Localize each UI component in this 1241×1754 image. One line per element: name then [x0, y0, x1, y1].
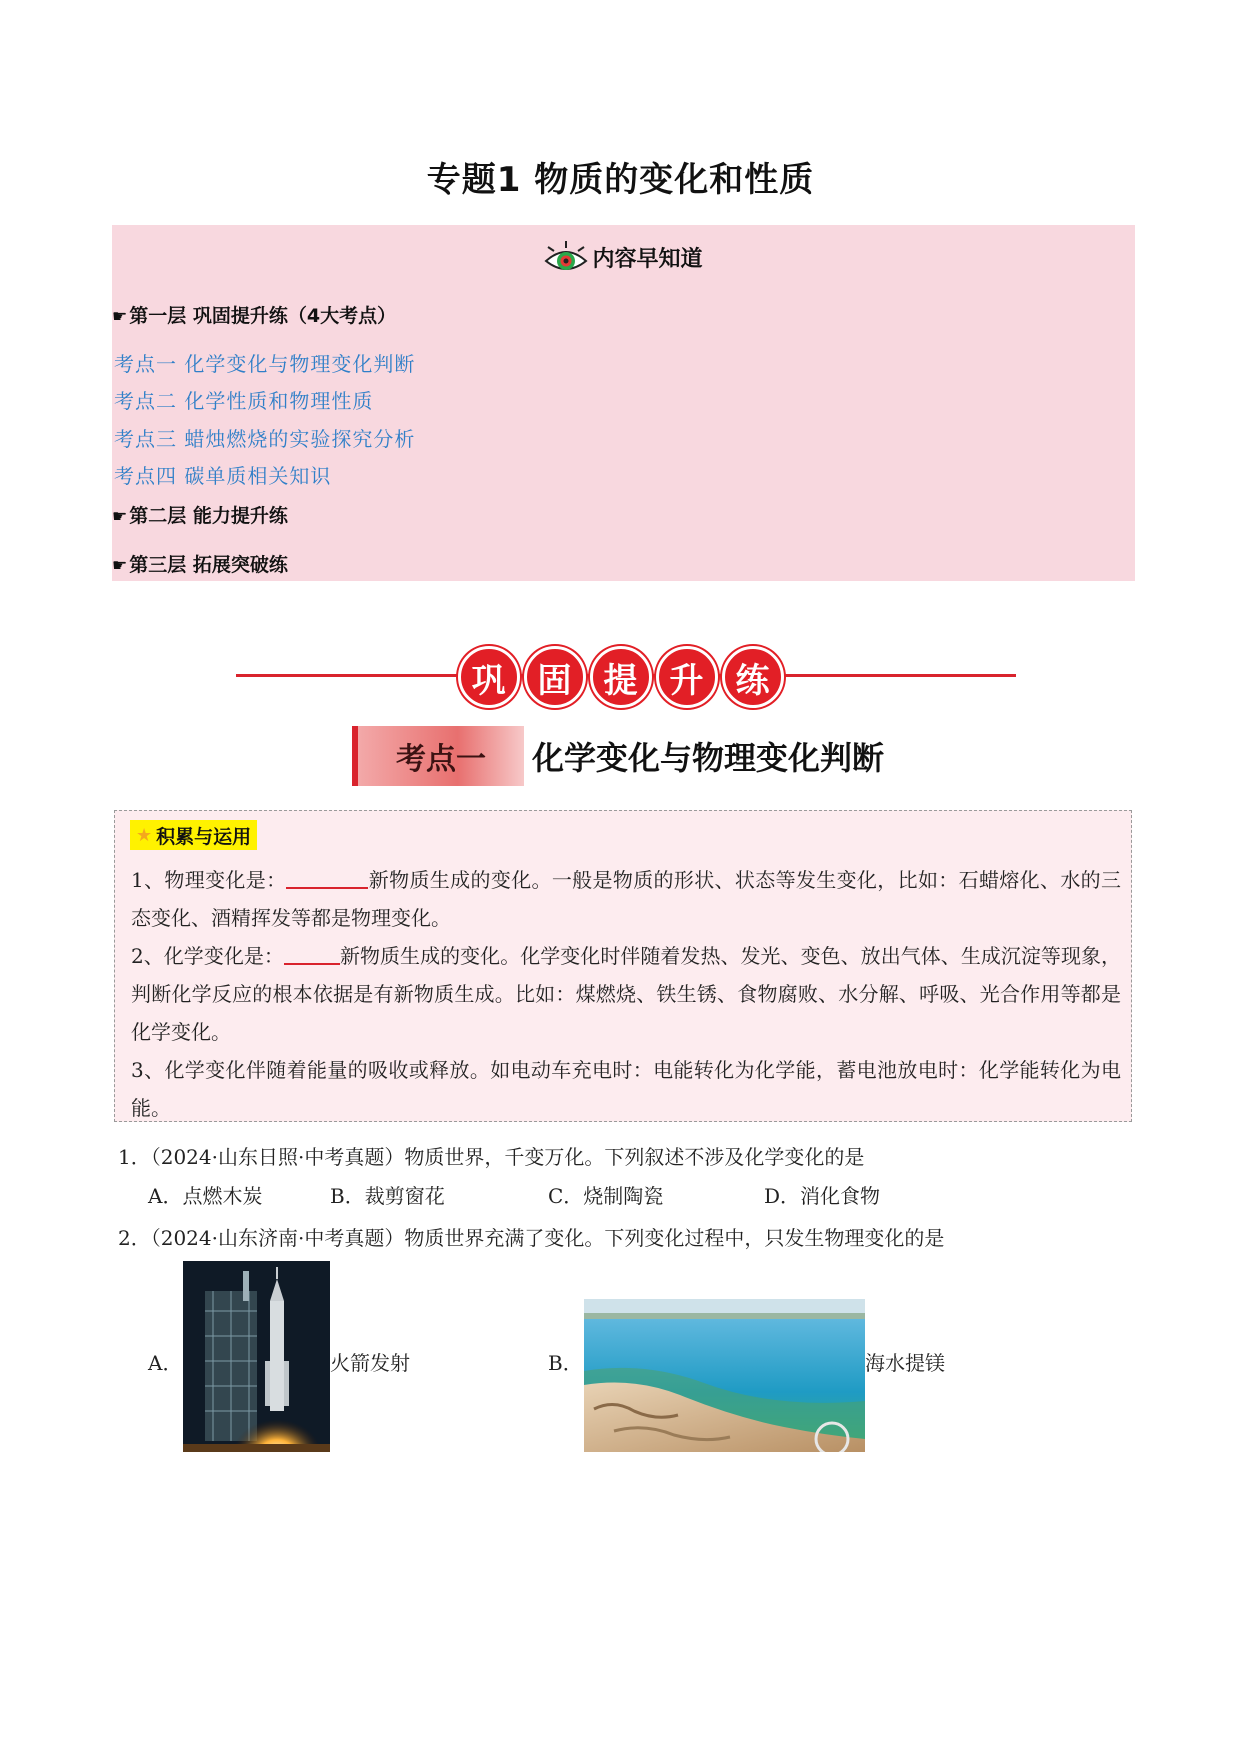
toc-kaodian-4[interactable]: 考点四 碳单质相关知识 — [114, 464, 332, 488]
knowledge-p3: 3、化学变化伴随着能量的吸收或释放。如电动车充电时：电能转化为化学能，蓄电池放电时：化学能转化为电能。 — [131, 1058, 1121, 1120]
pointing-hand-icon: ☛ — [112, 556, 128, 576]
banner-char: 练 — [722, 646, 784, 708]
banner-char: 巩 — [458, 646, 520, 708]
toc-layer-3[interactable]: ☛ 第三层 拓展突破练 — [112, 554, 288, 576]
toc-heading — [112, 235, 1135, 279]
pointing-hand-icon: ☛ — [112, 507, 128, 527]
knowledge-text — [131, 861, 1121, 1127]
knowledge-p1: 1、物理变化是： 新物质生成的变化。一般是物质的形状、状态等发生变化，比如：石蜡熔化、水的三态变化、酒精挥发等都是物理变化。 — [131, 861, 1121, 937]
pointing-hand-icon: ☛ — [112, 307, 128, 327]
banner-char: 固 — [524, 646, 586, 708]
question-1-option-d[interactable]: D．消化食物 — [764, 1184, 881, 1208]
toc-kaodian-2[interactable]: 考点二 化学性质和物理性质 — [114, 389, 374, 413]
banner-char: 升 — [656, 646, 718, 708]
toc-kaodian-1[interactable]: 考点一 化学变化与物理变化判断 — [114, 352, 416, 376]
fill-blank[interactable] — [284, 939, 340, 965]
question-1-option-c[interactable]: C．烧制陶瓷 — [548, 1184, 664, 1208]
toc-layer-1[interactable]: ☛ 第一层 巩固提升练（4大考点） — [112, 305, 397, 327]
section-name: 化学变化与物理变化判断 — [532, 739, 885, 777]
question-2-option-a-text[interactable]: 火箭发射 — [330, 1351, 410, 1375]
section-heading — [352, 726, 884, 786]
question-1-stem: 1．（2024·山东日照·中考真题）物质世界，千变万化。下列叙述不涉及化学变化的是 — [118, 1145, 865, 1169]
knowledge-p2: 2、化学变化是： 新物质生成的变化。化学变化时伴随着发热、发光、变色、放出气体、生成沉淀等现象，判断化学反应的根本依据是有新物质生成。比如：煤燃烧、铁生锈、食物腐败、水分解、呼吸、光合作用等都是化学变化。 — [131, 937, 1121, 1051]
eye-icon — [544, 239, 588, 275]
question-2-option-b-text[interactable]: 海水提镁 — [865, 1351, 945, 1375]
toc-kaodian-3[interactable]: 考点三 蜡烛燃烧的实验探究分析 — [114, 427, 416, 451]
question-1-option-a[interactable]: A．点燃木炭 — [148, 1184, 263, 1208]
toc-layer-2[interactable]: ☛ 第二层 能力提升练 — [112, 505, 288, 527]
seawater-image[interactable] — [584, 1299, 865, 1452]
knowledge-tag: ★ 积累与运用 — [130, 820, 257, 850]
question-1-option-b[interactable]: B．裁剪窗花 — [330, 1184, 445, 1208]
toc-panel — [112, 225, 1135, 581]
fill-blank[interactable] — [286, 863, 368, 889]
page-title: 专题1 物质的变化和性质 — [426, 160, 815, 200]
question-2-option-a-label[interactable]: A． — [148, 1351, 183, 1375]
banner-char: 提 — [590, 646, 652, 708]
toc-heading-text: 内容早知道 — [592, 246, 703, 272]
question-2-option-b-label[interactable]: B． — [548, 1351, 583, 1375]
section-badge: 考点一 — [352, 726, 524, 786]
question-2-stem: 2．（2024·山东济南·中考真题）物质世界充满了变化。下列变化过程中，只发生物理变化的是 — [118, 1226, 945, 1250]
star-icon: ★ — [136, 824, 153, 846]
knowledge-box — [114, 810, 1132, 1122]
rocket-launch-image[interactable] — [183, 1261, 330, 1452]
section-banner — [0, 646, 1241, 708]
